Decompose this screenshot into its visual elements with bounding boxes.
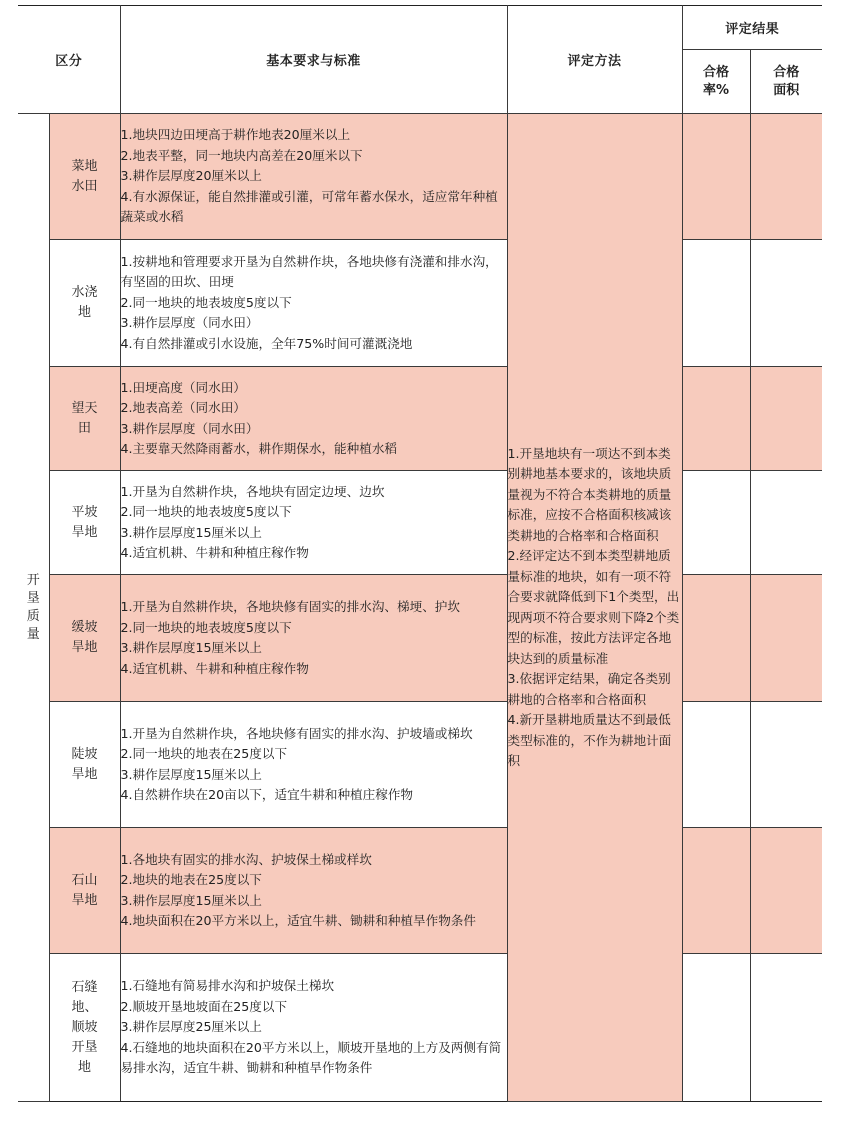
row-name: 平坡 旱地 — [49, 471, 120, 575]
row-name: 陡坡 旱地 — [49, 702, 120, 828]
evaluation-table — [18, 5, 822, 1102]
pass-rate-cell — [682, 954, 750, 1102]
pass-area-cell — [750, 702, 822, 828]
row-name: 缓坡 旱地 — [49, 575, 120, 702]
pass-rate-cell — [682, 114, 750, 240]
header-result: 评定结果 — [682, 6, 822, 50]
header-method: 评定方法 — [507, 6, 682, 114]
pass-area-cell — [750, 240, 822, 367]
header-pass-area: 合格 面积 — [750, 50, 822, 114]
pass-rate-cell — [682, 471, 750, 575]
row-name: 石山 旱地 — [49, 828, 120, 954]
row-name: 望天 田 — [49, 367, 120, 471]
header-requirements: 基本要求与标准 — [120, 6, 507, 114]
category-cell: 开 垦 质 量 — [18, 114, 49, 1102]
pass-rate-cell — [682, 702, 750, 828]
pass-area-cell — [750, 954, 822, 1102]
row-requirements: 1.开垦为自然耕作块，各地块修有固实的排水沟、梯埂、护坎 2.同一地块的地表坡度5度以下 3.耕作层厚度15厘米以上 4.适宜机耕、牛耕和种植庄稼作物 — [120, 575, 507, 702]
evaluation-method: 1.开垦地块有一项达不到本类别耕地基本要求的，该地块质量视为不符合本类耕地的质量标准，应按不合格面积核减该类耕地的合格率和合格面积 2.经评定达不到本类型耕地质量标准的地块，如有一项不符合要求就降低到下1个类型，出现两项不符合要求则下降2个类型的标准，按此方法评定各地块达到的质量标准 3.依据评定结果，确定各类别耕地的合格率和合格面积 4.新开垦耕地质量达不到最低类型标准的，不作为耕地计面积 — [507, 114, 682, 1102]
row-name: 菜地 水田 — [49, 114, 120, 240]
pass-rate-cell — [682, 240, 750, 367]
pass-area-cell — [750, 828, 822, 954]
pass-rate-cell — [682, 575, 750, 702]
row-requirements: 1.地块四边田埂高于耕作地表20厘米以上 2.地表平整，同一地块内高差在20厘米以下 3.耕作层厚度20厘米以上 4.有水源保证，能自然排灌或引灌，可常年蓄水保水，适应常年种植蔬菜或水稻 — [120, 114, 507, 240]
row-requirements: 1.石缝地有简易排水沟和护坡保土梯坎 2.顺坡开垦地坡面在25度以下 3.耕作层厚度25厘米以上 4.石缝地的地块面积在20平方米以上，顺坡开垦地的上方及两侧有简易排水沟，适宜牛耕、锄耕和种植旱作物条件 — [120, 954, 507, 1102]
row-requirements: 1.按耕地和管理要求开垦为自然耕作块，各地块修有浇灌和排水沟，有坚固的田坎、田埂 2.同一地块的地表坡度5度以下 3.耕作层厚度（同水田） 4.有自然排灌或引水设施，全年75%时间可灌溉浇地 — [120, 240, 507, 367]
row-requirements: 1.田埂高度（同水田） 2.地表高差（同水田） 3.耕作层厚度（同水田） 4.主要靠天然降雨蓄水，耕作期保水，能种植水稻 — [120, 367, 507, 471]
pass-area-cell — [750, 471, 822, 575]
header-division: 区分 — [18, 6, 120, 114]
header-pass-rate: 合格 率% — [682, 50, 750, 114]
pass-area-cell — [750, 367, 822, 471]
row-name: 水浇 地 — [49, 240, 120, 367]
row-name: 石缝 地、 顺坡 开垦 地 — [49, 954, 120, 1102]
pass-area-cell — [750, 114, 822, 240]
row-requirements: 1.各地块有固实的排水沟、护坡保土梯或样坎 2.地块的地表在25度以下 3.耕作层厚度15厘米以上 4.地块面积在20平方米以上，适宜牛耕、锄耕和种植旱作物条件 — [120, 828, 507, 954]
pass-rate-cell — [682, 828, 750, 954]
row-requirements: 1.开垦为自然耕作块，各地块修有固实的排水沟、护坡墙或梯坎 2.同一地块的地表在25度以下 3.耕作层厚度15厘米以上 4.自然耕作块在20亩以下，适宜牛耕和种植庄稼作物 — [120, 702, 507, 828]
pass-rate-cell — [682, 367, 750, 471]
pass-area-cell — [750, 575, 822, 702]
row-requirements: 1.开垦为自然耕作块，各地块有固定边埂、边坎 2.同一地块的地表坡度5度以下 3.耕作层厚度15厘米以上 4.适宜机耕、牛耕和种植庄稼作物 — [120, 471, 507, 575]
